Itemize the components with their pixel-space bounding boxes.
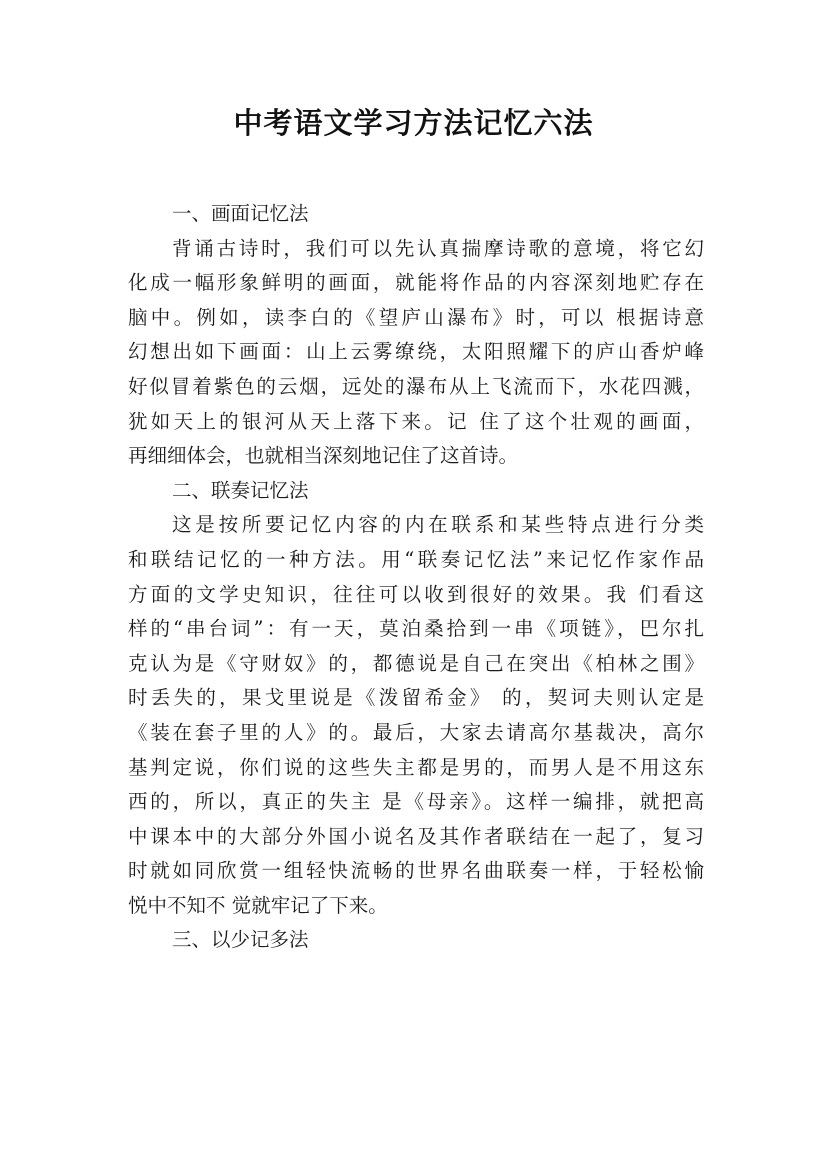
paragraph-line: 这是按所要记忆内容的内在联系和某些特点进行分类 (172, 513, 704, 537)
paragraph-line: 基判定说，你们说的这些失主都是男的，而男人是不用这东 (128, 755, 704, 779)
document-title: 中考语文学习方法记忆六法 (233, 106, 594, 140)
paragraph-line: 中课本中的大部分外国小说名及其作者联结在一起了，复习 (128, 824, 704, 848)
paragraph-line: 时丢失的，果戈里说是《泼留希金》 的，契诃夫则认定是 (128, 686, 704, 710)
paragraph-line: 悦中不知不 觉就牢记了下来。 (128, 893, 388, 917)
paragraph-line: 好似冒着紫色的云烟，远处的瀑布从上飞流而下，水花四溅， (128, 374, 704, 398)
paragraph-line: 幻想出如下画面：山上云雾缭绕，太阳照耀下的庐山香炉峰 (128, 340, 704, 364)
paragraph-line: 克认为是《守财奴》的，都德说是自己在突出《柏林之围》 (128, 651, 704, 675)
paragraph-line: 犹如天上的银河从天上落下来。记 住了这个壮观的画面， (128, 409, 704, 433)
paragraph-line: 化成一幅形象鲜明的画面，就能将作品的内容深刻地贮存在 (128, 271, 704, 295)
paragraph-line: 《装在套子里的人》的。最后，大家去请高尔基裁决，高尔 (128, 720, 704, 744)
paragraph-line: 样的“串台词”：有一天，莫泊桑拾到一串《项链》，巴尔扎 (128, 617, 704, 641)
paragraph-line: 时就如同欣赏一组轻快流畅的世界名曲联奏一样，于轻松愉 (128, 859, 704, 883)
section-heading: 二、联奏记忆法 (172, 478, 309, 502)
document-body (128, 197, 704, 958)
paragraph-line: 西的，所以，真正的失主 是《母亲》。这样一编排，就把高 (128, 790, 704, 814)
paragraph-line: 方面的文学史知识，往往可以收到很好的效果。我 们看这 (128, 582, 704, 606)
paragraph-line: 脑中。例如，读李白的《望庐山瀑布》时，可以 根据诗意 (128, 305, 704, 329)
paragraph-line: 和联结记忆的一种方法。用“联奏记忆法”来记忆作家作品 (128, 547, 704, 571)
paragraph-line: 背诵古诗时，我们可以先认真揣摩诗歌的意境，将它幻 (172, 236, 704, 260)
section-heading: 一、画面记忆法 (172, 202, 309, 225)
section-heading: 三、以少记多法 (172, 928, 309, 952)
paragraph-line: 再细细体会，也就相当深刻地记住了这首诗。 (128, 444, 519, 468)
